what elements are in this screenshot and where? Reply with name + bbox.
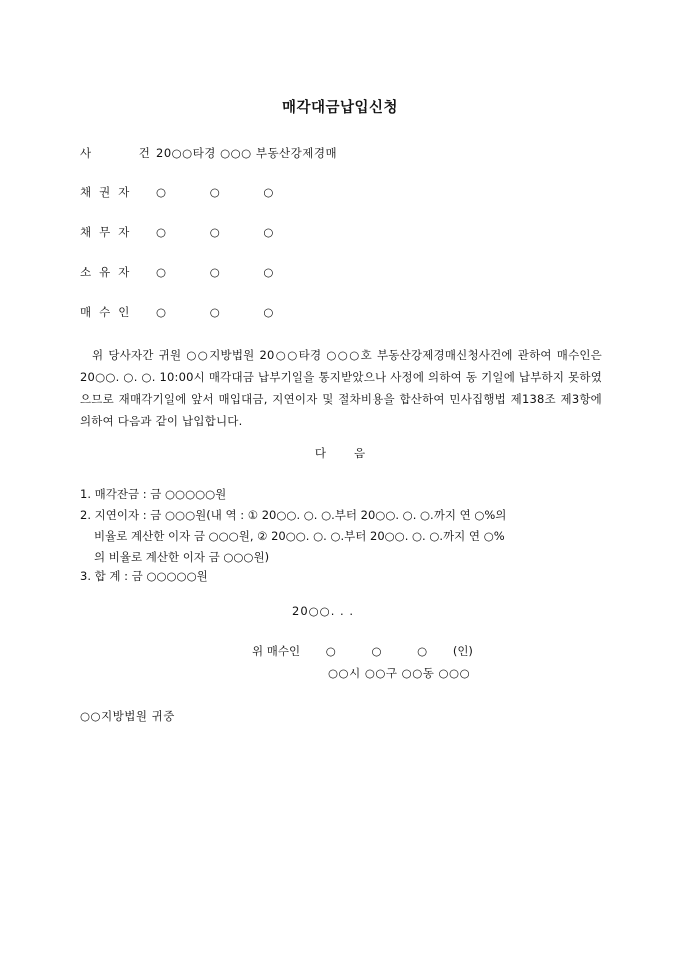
- document-title: 매각대금납입신청: [281, 100, 399, 116]
- section-heading: 다음: [314, 446, 394, 460]
- item-delay-interest-line1: 2. 지연이자 : 금 ○○○원(내 역 : ① 20○○. ○. ○.부터 20○○. ○. ○.까지 연 ○%의: [80, 508, 507, 522]
- debtor-label: 채무자: [80, 225, 138, 239]
- seal-mark: (인): [452, 644, 473, 658]
- case-label: 사 건: [80, 146, 172, 160]
- debtor-value: ○ ○ ○: [156, 225, 294, 239]
- owner-label: 소유자: [80, 265, 138, 279]
- buyer-address: ○○시 ○○구 ○○동 ○○○: [328, 666, 471, 680]
- court-addressee: ○○지방법원 귀중: [80, 709, 175, 723]
- signature-line: [252, 643, 473, 659]
- application-body: 위 당사자간 귀원 ○○지방법원 20○○타경 ○○○호 부동산강제경매신청사건에 관하여 매수인은 20○○. ○. ○. 10:00시 매각대금 납부기일을 통지받았으나 사정에 의하여 동 기일에 납부하지 못하였으므로 재매각기일에 앞서 매입대금, 지연이자 및 절차비용을 합산하여 민사집행법 제138조 제3항에 의하여 다음과 같이 납입합니다.: [80, 348, 602, 428]
- item-balance: 1. 매각잔금 : 금 ○○○○○원: [80, 487, 227, 501]
- buyer-value: ○ ○ ○: [156, 305, 294, 319]
- owner-value: ○ ○ ○: [156, 265, 294, 279]
- creditor-value: ○ ○ ○: [156, 185, 294, 199]
- creditor-label: 채권자: [80, 185, 138, 199]
- item-total: 3. 합 계 : 금 ○○○○○원: [80, 569, 208, 583]
- application-date: 20○○. . .: [292, 604, 354, 618]
- signature-label: 위 매수인: [252, 644, 301, 658]
- case-value: 20○○타경 ○○○ 부동산강제경매: [156, 146, 338, 160]
- item-delay-interest: [80, 505, 600, 568]
- signature-name: ○ ○ ○: [325, 644, 444, 658]
- item-delay-interest-line3: 의 비율로 계산한 이자 금 ○○○원): [94, 550, 270, 564]
- buyer-label: 매수인: [80, 305, 138, 319]
- item-delay-interest-line2: 비율로 계산한 이자 금 ○○○원, ② 20○○. ○. ○.부터 20○○. ○. ○.까지 연 ○%: [94, 529, 505, 543]
